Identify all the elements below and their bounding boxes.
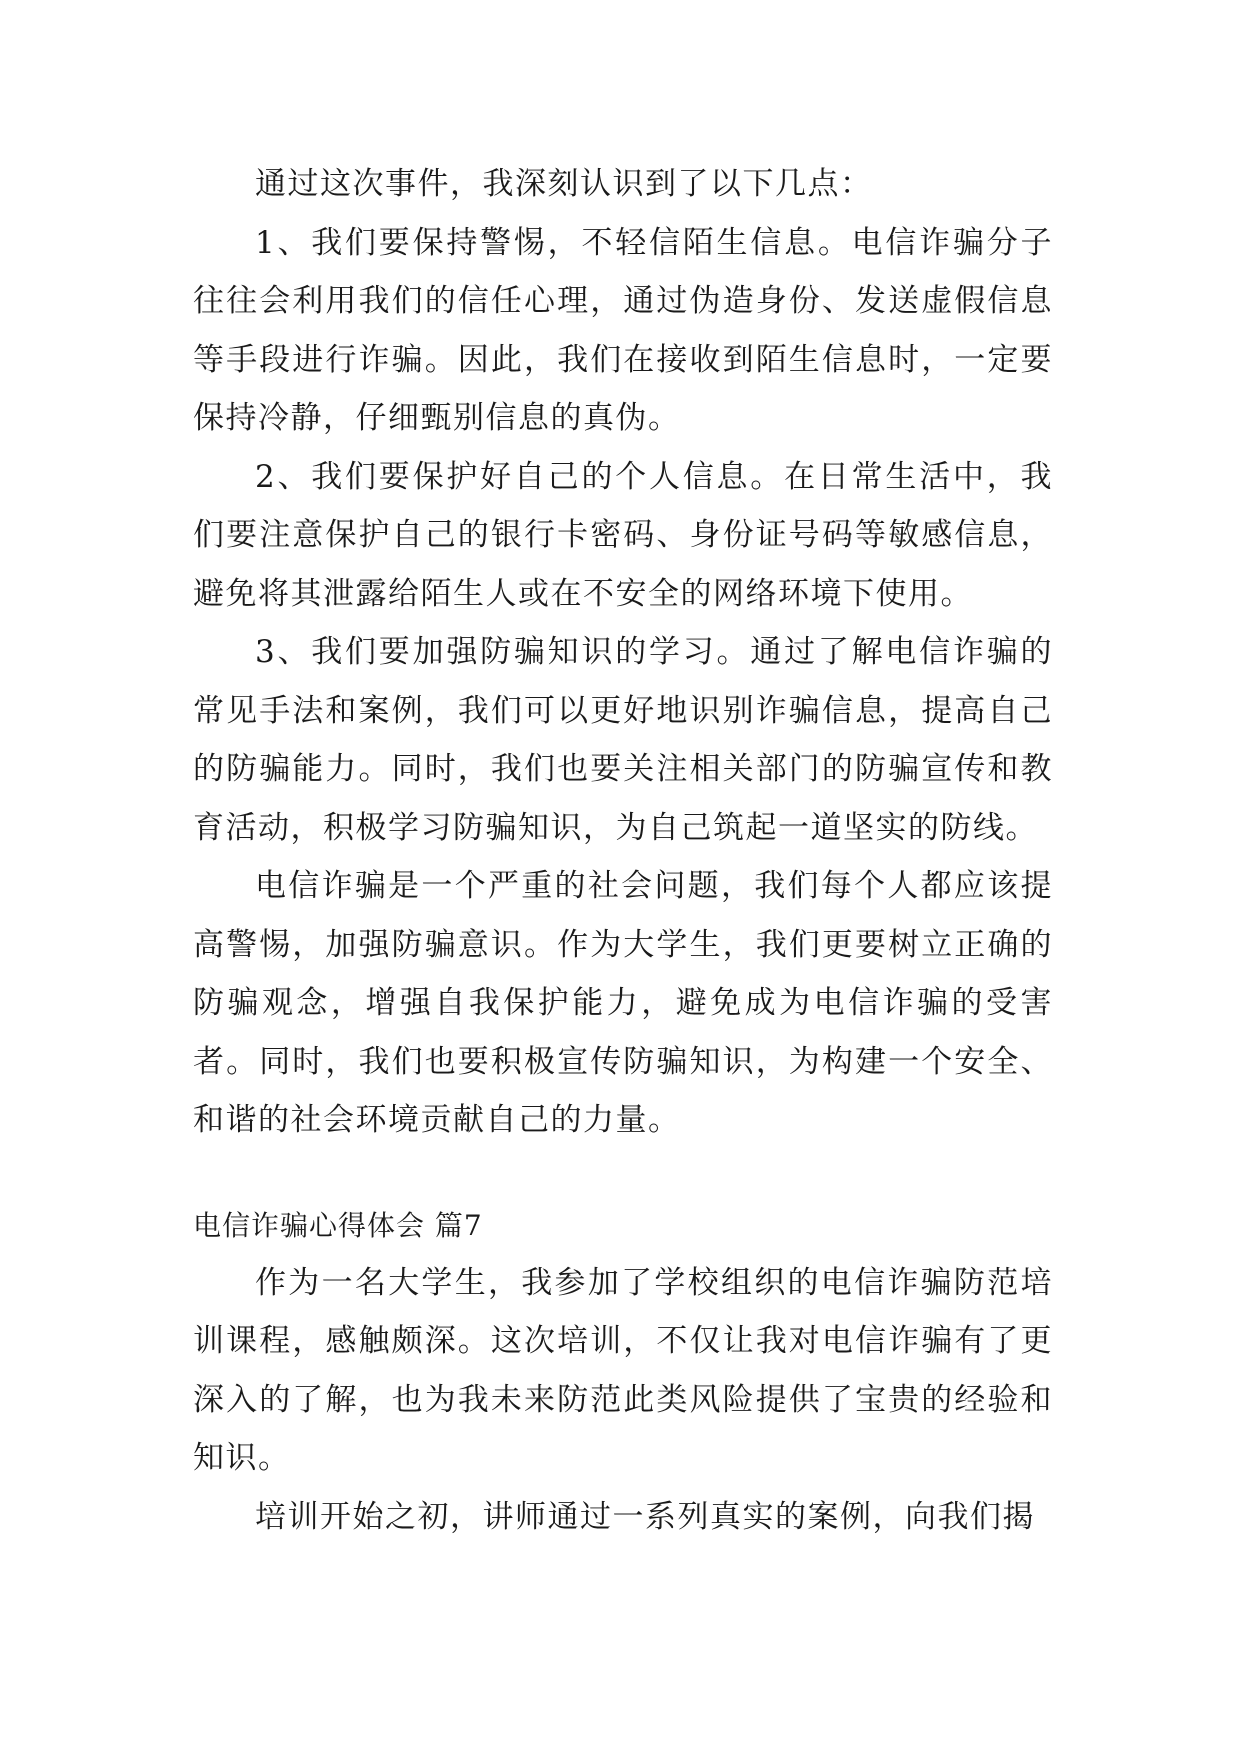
document-body bbox=[193, 155, 1053, 1546]
paragraph-conclusion: 电信诈骗是一个严重的社会问题，我们每个人都应该提高警惕，加强防骗意识。作为大学生，我们更要树立正确的防骗观念，增强自我保护能力，避免成为电信诈骗的受害者。同时，我们也要积极宣传防骗知识，为构建一个安全、和谐的社会环境贡献自己的力量。 bbox=[193, 868, 1053, 1138]
paragraph-section-continued: 培训开始之初，讲师通过一系列真实的案例，向我们揭 bbox=[255, 1498, 1035, 1535]
paragraph-point-1: 1、我们要保持警惕，不轻信陌生信息。电信诈骗分子往往会利用我们的信任心理，通过伪造身份、发送虚假信息等手段进行诈骗。因此，我们在接收到陌生信息时，一定要保持冷静，仔细甄别信息的真伪。 bbox=[193, 224, 1053, 436]
paragraph-point-3: 3、我们要加强防骗知识的学习。通过了解电信诈骗的常见手法和案例，我们可以更好地识别诈骗信息，提高自己的防骗能力。同时，我们也要关注相关部门的防骗宣传和教育活动，积极学习防骗知识，为自己筑起一道坚实的防线。 bbox=[193, 634, 1053, 846]
paragraph-intro: 通过这次事件，我深刻认识到了以下几点： bbox=[255, 166, 873, 202]
paragraph-point-2: 2、我们要保护好自己的个人信息。在日常生活中，我们要注意保护自己的银行卡密码、身份证号码等敏感信息，避免将其泄露给陌生人或在不安全的网络环境下使用。 bbox=[193, 458, 1053, 612]
paragraph-section-intro: 作为一名大学生，我参加了学校组织的电信诈骗防范培训课程，感触颇深。这次培训，不仅让我对电信诈骗有了更深入的了解，也为我未来防范此类风险提供了宝贵的经验和知识。 bbox=[193, 1264, 1053, 1476]
section-spacer bbox=[193, 1150, 1053, 1206]
heading-spacer bbox=[193, 1246, 1053, 1254]
section-heading: 电信诈骗心得体会 篇7 bbox=[193, 1208, 483, 1242]
